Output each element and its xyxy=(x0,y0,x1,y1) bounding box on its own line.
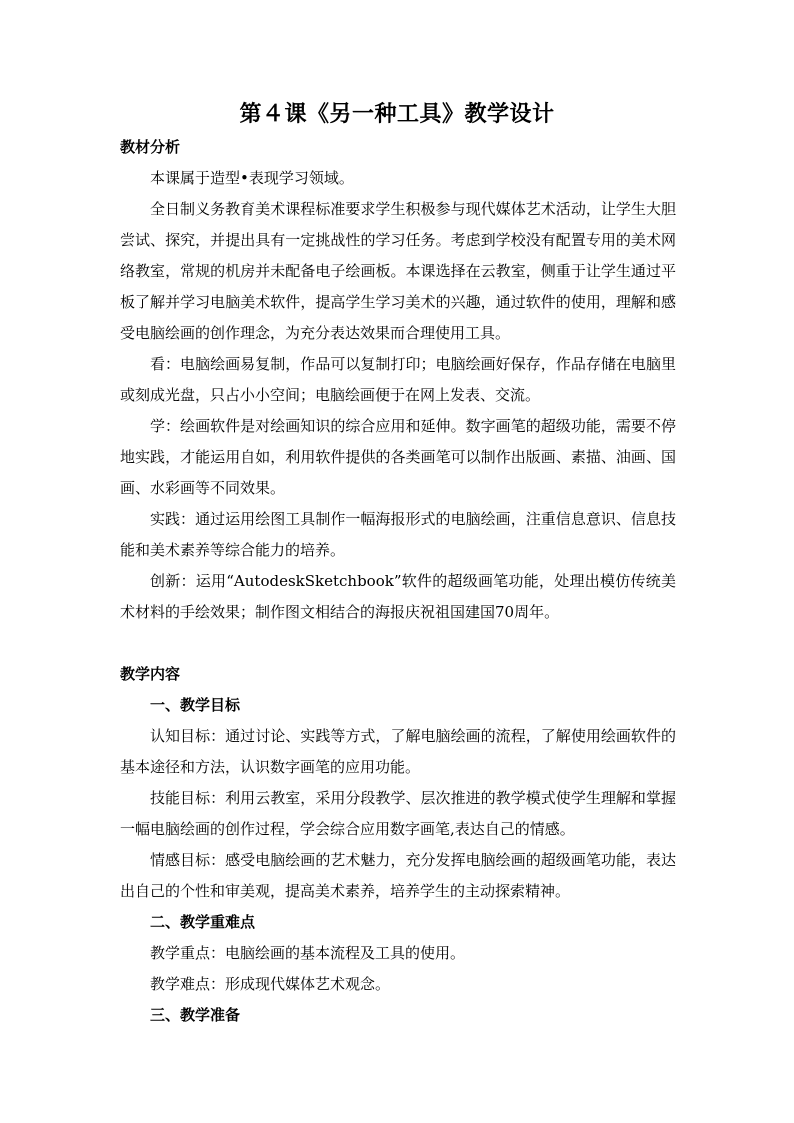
paragraph: 教学难点：形成现代媒体艺术观念。 xyxy=(150,975,391,993)
paragraph: 学：绘画软件是对绘画知识的综合应用和延伸。数字画笔的超级功能，需要不停地实践，才能运用自如，利用软件提供的各类画笔可以制作出版画、素描、油画、国画、水彩画等不同效果。 xyxy=(120,417,676,497)
blank-line xyxy=(120,628,676,659)
paragraph: 全日制义务教育美术课程标准要求学生积极参与现代媒体艺术活动，让学生大胆尝试、探究，并提出具有一定挑战性的学习任务。考虑到学校没有配置专用的美术网络教室，常规的机房并未配备电子绘画板。本课选择在云教室，侧重于让学生通过平板了解并学习电脑美术软件，提高学生学习美术的兴趣，通过软件的使用，理解和感受电脑绘画的创作理念，为充分表达效果而合理使用工具。 xyxy=(120,200,676,342)
paragraph: 认知目标：通过讨论、实践等方式，了解电脑绘画的流程，了解使用绘画软件的基本途径和方法，认识数字画笔的应用功能。 xyxy=(120,727,676,776)
document-title: 第４课《另一种工具》教学设计 xyxy=(239,101,555,127)
section-heading-material-analysis: 教材分析 xyxy=(120,138,181,156)
subheading-teaching-goals: 一、教学目标 xyxy=(150,696,241,714)
paragraph: 创新：运用“AutodeskSketchbook”软件的超级画笔功能，处理出模仿传统美术材料的手绘效果；制作图文相结合的海报庆祝祖国建国70周年。 xyxy=(120,572,676,621)
document-body xyxy=(120,132,676,1031)
paragraph: 情感目标：感受电脑绘画的艺术魅力，充分发挥电脑绘画的超级画笔功能，表达出自己的个性和审美观，提高美术素养，培养学生的主动探索精神。 xyxy=(120,851,676,900)
paragraph: 看：电脑绘画易复制，作品可以复制打印；电脑绘画好保存，作品存储在电脑里或刻成光盘，只占小小空间；电脑绘画便于在网上发表、交流。 xyxy=(120,355,676,404)
paragraph: 本课属于造型•表现学习领域。 xyxy=(150,169,354,187)
section-heading-teaching-content: 教学内容 xyxy=(120,665,181,683)
paragraph: 教学重点：电脑绘画的基本流程及工具的使用。 xyxy=(150,944,466,962)
paragraph: 技能目标：利用云教室，采用分段教学、层次推进的教学模式使学生理解和掌握一幅电脑绘画的创作过程，学会综合应用数字画笔,表达自己的情感。 xyxy=(120,789,676,838)
subheading-preparation: 三、教学准备 xyxy=(150,1006,241,1024)
subheading-key-points: 二、教学重难点 xyxy=(150,913,256,931)
paragraph: 实践：通过运用绘图工具制作一幅海报形式的电脑绘画，注重信息意识、信息技能和美术素养等综合能力的培养。 xyxy=(120,510,676,559)
